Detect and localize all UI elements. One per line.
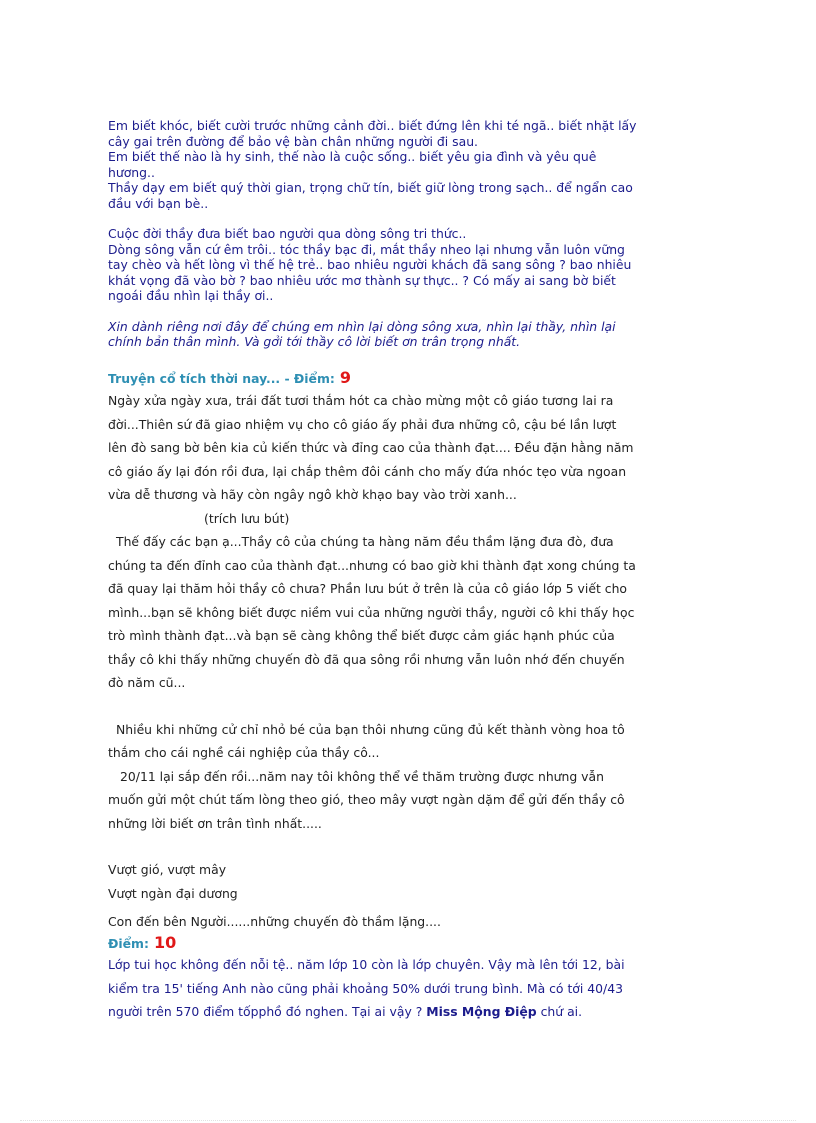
last-tail: chứ ai. xyxy=(540,1004,583,1019)
intro-paragraph: Cuộc đời thầy đưa biết bao người qua dòng sông tri thức.. xyxy=(108,226,467,241)
last-heading xyxy=(108,933,638,952)
page-footer-divider xyxy=(20,1120,796,1121)
author-name: Miss Mộng Điệp xyxy=(426,1004,537,1019)
poem-last-line xyxy=(108,914,638,930)
dedication-paragraph: Xin dành riêng nơi đây để chúng em nhìn lại dòng sông xưa, nhìn lại thầy, nhìn lại chính bản thân mình. Và gởi tới thầy cô lời biết ơn trân trọng nhất. xyxy=(108,318,616,349)
poem-line: Vượt gió, vượt mây xyxy=(108,862,227,877)
intro-section xyxy=(108,118,638,350)
story-paragraph: 20/11 lại sắp đến rồi...năm nay tôi không thể về thăm trường được nhưng vẫn muốn gửi một chút tấm lòng theo gió, theo mây vượt ngàn dặm để gửi đến thầy cô những lời biết ơn trân tình nhất..... xyxy=(108,768,625,831)
last-body xyxy=(108,953,638,1024)
intro-paragraph: Em biết thế nào là hy sinh, thế nào là cuộc sống.. biết yêu gia đình và yêu quê hương.. xyxy=(108,149,597,180)
intro-paragraph: Em biết khóc, biết cười trước những cảnh đời.. biết đứng lên khi té ngã.. biết nhặt lấy cây gai trên đường để bảo vệ bàn chân những người đi sau. xyxy=(108,118,637,149)
last-score-label: Điểm: xyxy=(108,936,149,951)
story-heading xyxy=(108,368,638,387)
poem-line: Con đến bên Người......những chuyến đò thầm lặng.... xyxy=(108,914,441,929)
story-paragraph: Nhiều khi những cử chỉ nhỏ bé của bạn thôi nhưng cũng đủ kết thành vòng hoa tô thắm cho cái nghề cái nghiệp của thầy cô... xyxy=(108,721,625,760)
last-score: 10 xyxy=(154,933,177,952)
story-paragraph: Thế đấy các bạn ạ...Thầy cô của chúng ta hàng năm đều thầm lặng đưa đò, đưa chúng ta đến đỉnh cao của thành đạt...nhưng có bao giờ khi thành đạt xong chúng ta đã quay lại thăm hỏi thầy cô chưa? Phần lưu bút ở trên là của cô giáo lớp 5 viết cho mình...bạn sẽ không biết được niềm vui của những người thầy, người cô khi thấy học trò mình thành đạt...và bạn sẽ càng không thể biết được cảm giác hạnh phúc của thầy cô khi thấy những chuyến đò đã qua sông rồi nhưng vẫn luôn nhớ đến chuyến đò năm cũ... xyxy=(108,534,636,690)
last-text: Lớp tui học không đến nỗi tệ.. năm lớp 10 còn là lớp chuyên. Vậy mà lên tới 12, bài kiểm tra 15' tiếng Anh nào cũng phải khoảng 50% dưới trung bình. Mà có tới 40/43 người trên 570 điểm tốpphồ đó nghen. Tại ai vậy ? xyxy=(108,957,625,1019)
intro-paragraph: Dòng sông vẫn cứ êm trôi.. tóc thầy bạc đi, mắt thầy nheo lại nhưng vẫn luôn vững tay chèo và hết lòng vì thế hệ trẻ.. bao nhiêu người khách đã sang sông ? bao nhiêu khát vọng đã vào bờ ? bao nhiêu ước mơ thành sự thực.. ? Có mấy ai sang bờ biết ngoái đầu nhìn lại thầy ơi.. xyxy=(108,241,632,303)
story-title: Truyện cổ tích thời nay... - Điểm: xyxy=(108,371,335,386)
poem-line: Vượt ngàn đại dương xyxy=(108,885,238,901)
story-paragraph: Ngày xửa ngày xưa, trái đất tươi thắm hót ca chào mừng một cô giáo tương lai ra đời...Thiên sứ đã giao nhiệm vụ cho cô giáo ấy phải đưa những cô, cậu bé lần lượt lên đò sang bờ bên kia củ kiến thức và đỉng cao của thành đạt.... Đều đặn hằng năm cô giáo ấy lại đón rồi đưa, lại chắp thêm đôi cánh cho mấy đứa nhóc tẹo vừa ngoan vừa dễ thương và hãy còn ngây ngô khờ khạo bay vào trời xanh... xyxy=(108,393,634,502)
story-citation: (trích lưu bút) xyxy=(204,510,290,526)
story-body xyxy=(108,389,638,905)
story-score: 9 xyxy=(339,368,352,387)
intro-paragraph: Thầy dạy em biết quý thời gian, trọng chữ tín, biết giữ lòng trong sạch.. để ngẩn cao đầu với bạn bè.. xyxy=(108,180,633,211)
last-paragraph xyxy=(108,953,638,1024)
